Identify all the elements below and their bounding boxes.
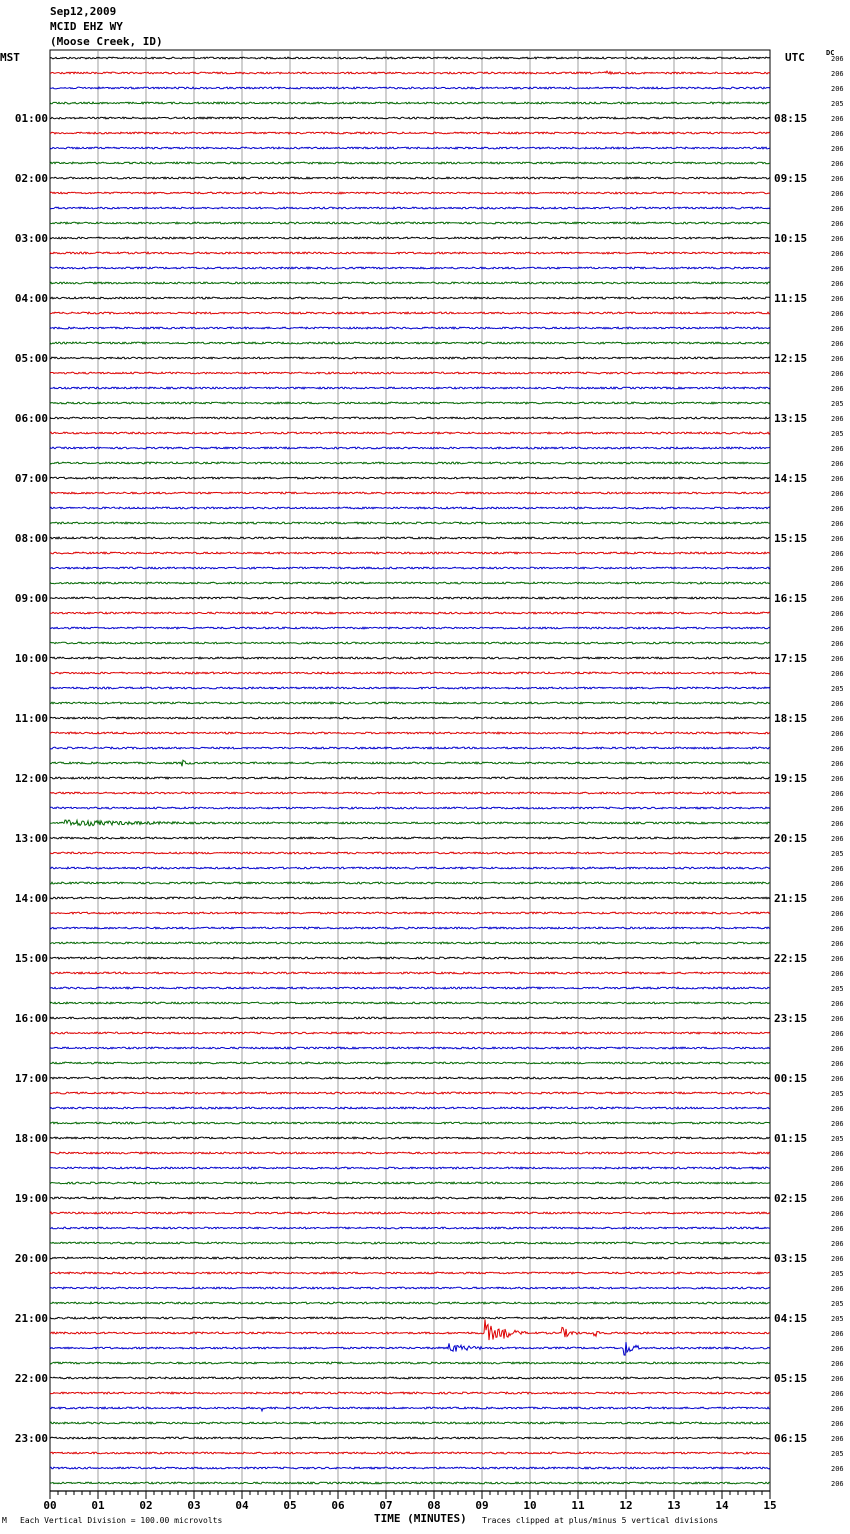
dc-offset-label: 206: [831, 1195, 844, 1203]
seismic-trace: [50, 657, 770, 659]
x-axis-title: TIME (MINUTES): [374, 1512, 467, 1525]
dc-offset-label: 205: [831, 1450, 844, 1458]
dc-offset-label: 206: [831, 1360, 844, 1368]
right-hour-label: 15:15: [774, 532, 808, 545]
left-hour-label: 09:00: [14, 592, 48, 605]
x-tick-label: 02: [139, 1499, 153, 1512]
seismic-trace: [50, 1107, 770, 1109]
x-tick-label: 05: [283, 1499, 297, 1512]
right-hour-label: 11:15: [774, 292, 808, 305]
dc-offset-label: 206: [831, 1075, 844, 1083]
seismic-trace: [50, 192, 770, 194]
dc-offset-label: 206: [831, 865, 844, 873]
seismic-trace: [50, 177, 770, 179]
right-hour-label: 09:15: [774, 172, 808, 185]
dc-offset-label: 206: [831, 565, 844, 573]
dc-offset-label: 206: [831, 895, 844, 903]
dc-offset-label: 206: [831, 1240, 844, 1248]
dc-offset-label: 206: [831, 1000, 844, 1008]
dc-offset-label: 206: [831, 925, 844, 933]
dc-offset-label: 206: [831, 190, 844, 198]
dc-offset-label: 206: [831, 730, 844, 738]
right-hour-label: 18:15: [774, 712, 808, 725]
dc-offset-label: 206: [831, 775, 844, 783]
dc-offset-label: 206: [831, 715, 844, 723]
left-hour-label: 10:00: [14, 652, 48, 665]
dc-offset-label: 206: [831, 1375, 844, 1383]
dc-offset-label: 206: [831, 175, 844, 183]
label-layer: [15, 55, 844, 1512]
dc-offset-label: 206: [831, 280, 844, 288]
seismic-trace: [50, 852, 770, 854]
seismic-trace: [50, 327, 770, 329]
left-hour-label: 20:00: [14, 1252, 48, 1265]
left-hour-label: 04:00: [14, 292, 48, 305]
seismic-trace: [50, 1152, 770, 1154]
right-hour-label: 03:15: [774, 1252, 808, 1265]
left-hour-label: 07:00: [14, 472, 48, 485]
right-hour-label: 02:15: [774, 1192, 808, 1205]
left-hour-label: 13:00: [14, 832, 48, 845]
dc-offset-label: 205: [831, 400, 844, 408]
right-timezone-label: UTC: [785, 51, 805, 64]
dc-offset-label: 205: [831, 1135, 844, 1143]
dc-offset-label: 205: [831, 430, 844, 438]
dc-offset-label: 206: [831, 1480, 844, 1488]
seismic-trace: [50, 1137, 770, 1139]
dc-offset-label: 206: [831, 1165, 844, 1173]
seismic-trace: [50, 597, 770, 599]
dc-offset-label: 206: [831, 760, 844, 768]
x-tick-label: 03: [187, 1499, 201, 1512]
dc-offset-label: 206: [831, 640, 844, 648]
location-label: (Moose Creek, ID): [50, 35, 163, 48]
seismic-trace: [50, 642, 770, 644]
seismic-trace: [50, 1032, 770, 1034]
dc-offset-label: 206: [831, 415, 844, 423]
right-hour-label: 05:15: [774, 1372, 808, 1385]
seismic-trace: [50, 1077, 770, 1079]
dc-offset-label: 206: [831, 235, 844, 243]
left-hour-label: 22:00: [14, 1372, 48, 1385]
seismic-trace: [50, 1047, 770, 1049]
dc-offset-label: 206: [831, 325, 844, 333]
dc-offset-label: 206: [831, 145, 844, 153]
dc-offset-label: 206: [831, 820, 844, 828]
seismic-trace: [50, 582, 770, 584]
seismic-trace: [50, 1197, 770, 1199]
seismic-trace: [50, 987, 770, 989]
seismic-trace: [50, 717, 770, 719]
plot-frame: [50, 50, 770, 1491]
x-tick-label: 11: [571, 1499, 585, 1512]
dc-offset-label: 206: [831, 625, 844, 633]
x-tick-label: 13: [667, 1499, 681, 1512]
dc-offset-label: 206: [831, 370, 844, 378]
left-hour-label: 19:00: [14, 1192, 48, 1205]
dc-offset-label: 206: [831, 670, 844, 678]
dc-offset-label: 206: [831, 1255, 844, 1263]
right-hour-label: 13:15: [774, 412, 808, 425]
seismic-trace: [50, 1422, 770, 1424]
dc-offset-label: 206: [831, 1210, 844, 1218]
seismic-trace: [50, 882, 770, 884]
dc-offset-label: 206: [831, 580, 844, 588]
seismic-trace: [50, 627, 770, 629]
right-hour-label: 06:15: [774, 1432, 808, 1445]
seismic-trace: [50, 357, 770, 359]
seismic-trace: [50, 1392, 770, 1394]
left-hour-label: 03:00: [14, 232, 48, 245]
seismic-trace: [50, 1362, 770, 1364]
seismic-trace: [50, 222, 770, 224]
seismic-trace: [50, 807, 770, 809]
trace-layer: [50, 57, 770, 1484]
left-hour-label: 17:00: [14, 1072, 48, 1085]
scale-note: Each Vertical Division = 100.00 microvolts: [20, 1516, 223, 1525]
left-hour-label: 05:00: [14, 352, 48, 365]
x-tick-label: 12: [619, 1499, 633, 1512]
seismic-trace: [50, 567, 770, 569]
seismic-trace: [50, 1302, 770, 1304]
left-hour-label: 21:00: [14, 1312, 48, 1325]
seismic-trace: [50, 837, 770, 839]
seismic-trace: [50, 282, 770, 284]
left-timezone-label: MST: [0, 51, 20, 64]
dc-offset-label: 206: [831, 550, 844, 558]
seismic-trace: [50, 942, 770, 944]
left-hour-label: 01:00: [14, 112, 48, 125]
seismic-trace: [50, 792, 770, 794]
dc-offset-label: 206: [831, 520, 844, 528]
seismic-trace: [50, 1319, 770, 1340]
dc-offset-label: 206: [831, 745, 844, 753]
x-tick-label: 08: [427, 1499, 441, 1512]
seismic-trace: [50, 207, 770, 209]
dc-offset-label: 206: [831, 1060, 844, 1068]
seismic-trace: [50, 1182, 770, 1184]
right-hour-label: 10:15: [774, 232, 808, 245]
dc-offset-label: 206: [831, 475, 844, 483]
seismic-trace: [50, 1317, 770, 1319]
dc-offset-label: 205: [831, 985, 844, 993]
dc-offset-label: 206: [831, 265, 844, 273]
seismic-trace: [50, 267, 770, 269]
left-hour-label: 23:00: [14, 1432, 48, 1445]
dc-offset-label: 205: [831, 1300, 844, 1308]
seismic-trace: [50, 57, 770, 59]
right-hour-label: 16:15: [774, 592, 808, 605]
dc-offset-label: 206: [831, 385, 844, 393]
left-hour-label: 18:00: [14, 1132, 48, 1145]
x-tick-label: 00: [43, 1499, 57, 1512]
dc-offset-label: 206: [831, 160, 844, 168]
dc-offset-label: 206: [831, 970, 844, 978]
dc-offset-label: 206: [831, 1465, 844, 1473]
seismic-trace: [50, 972, 770, 974]
date-label: Sep12,2009: [50, 5, 117, 18]
seismic-trace: [50, 1272, 770, 1274]
dc-offset-label: 206: [831, 55, 844, 63]
seismic-trace: [50, 612, 770, 614]
dc-offset-label: 206: [831, 1150, 844, 1158]
seismic-trace: [50, 342, 770, 344]
x-tick-label: 04: [235, 1499, 249, 1512]
seismic-trace: [50, 1342, 770, 1355]
dc-offset-label: 206: [831, 130, 844, 138]
seismic-trace: [50, 1017, 770, 1019]
dc-offset-label: 206: [831, 940, 844, 948]
right-hour-label: 22:15: [774, 952, 808, 965]
seismic-trace: [50, 1122, 770, 1124]
dc-offset-label: 206: [831, 85, 844, 93]
dc-offset-label: 206: [831, 1435, 844, 1443]
seismic-trace: [50, 1167, 770, 1169]
dc-offset-label: 206: [831, 700, 844, 708]
right-hour-label: 04:15: [774, 1312, 808, 1325]
dc-offset-label: 206: [831, 250, 844, 258]
dc-offset-label: 205: [831, 1270, 844, 1278]
seismic-trace: [50, 672, 770, 674]
seismic-trace: [50, 417, 770, 419]
dc-offset-label: 206: [831, 1330, 844, 1338]
seismic-trace: [50, 1287, 770, 1289]
right-hour-label: 17:15: [774, 652, 808, 665]
seismic-trace: [50, 147, 770, 149]
right-hour-label: 00:15: [774, 1072, 808, 1085]
left-hour-label: 02:00: [14, 172, 48, 185]
right-hour-label: 23:15: [774, 1012, 808, 1025]
seismic-trace: [50, 312, 770, 314]
seismic-trace: [50, 760, 770, 766]
right-hour-label: 08:15: [774, 112, 808, 125]
seismic-trace: [50, 492, 770, 494]
seismic-trace: [50, 1437, 770, 1439]
dc-offset-label: 206: [831, 115, 844, 123]
dc-offset-label: 205: [831, 850, 844, 858]
dc-offset-label: 206: [831, 1120, 844, 1128]
dc-offset-label: 206: [831, 295, 844, 303]
seismic-trace: [50, 1242, 770, 1244]
dc-offset-label: 206: [831, 1345, 844, 1353]
seismic-trace: [50, 87, 770, 89]
seismic-trace: [50, 1092, 770, 1094]
seismic-trace: [50, 132, 770, 134]
right-hour-label: 12:15: [774, 352, 808, 365]
seismic-trace: [50, 867, 770, 869]
seismic-trace: [50, 477, 770, 479]
grid-layer: [50, 50, 770, 1499]
station-label: MCID EHZ WY: [50, 20, 123, 33]
dc-offset-label: 206: [831, 910, 844, 918]
seismic-trace: [50, 1227, 770, 1229]
right-hour-label: 20:15: [774, 832, 808, 845]
seismic-trace: [50, 897, 770, 899]
left-hour-label: 15:00: [14, 952, 48, 965]
seismic-trace: [50, 1407, 770, 1411]
dc-offset-label: 206: [831, 595, 844, 603]
seismic-trace: [50, 732, 770, 734]
dc-offset-label: 206: [831, 1045, 844, 1053]
seismic-trace: [50, 777, 770, 779]
clip-note: Traces clipped at plus/minus 5 vertical divisions: [482, 1516, 719, 1525]
seismic-trace: [50, 1377, 770, 1379]
dc-header-label: DC: [826, 49, 835, 57]
dc-offset-label: 206: [831, 1030, 844, 1038]
seismic-trace: [50, 1452, 770, 1454]
right-hour-label: 14:15: [774, 472, 808, 485]
seismic-trace: [50, 1467, 770, 1469]
dc-offset-label: 206: [831, 655, 844, 663]
dc-offset-label: 206: [831, 505, 844, 513]
dc-offset-label: 205: [831, 100, 844, 108]
dc-offset-label: 206: [831, 205, 844, 213]
seismic-trace: [50, 1062, 770, 1064]
dc-offset-label: 206: [831, 445, 844, 453]
seismic-trace: [50, 447, 770, 449]
footer-mark: M: [2, 1516, 7, 1525]
left-hour-label: 16:00: [14, 1012, 48, 1025]
x-tick-label: 07: [379, 1499, 393, 1512]
dc-offset-label: 206: [831, 1105, 844, 1113]
right-hour-label: 01:15: [774, 1132, 808, 1145]
seismic-trace: [50, 297, 770, 299]
dc-offset-label: 206: [831, 310, 844, 318]
dc-offset-label: 206: [831, 610, 844, 618]
seismic-trace: [50, 237, 770, 239]
seismic-trace: [50, 402, 770, 404]
seismic-trace: [50, 957, 770, 959]
left-hour-label: 08:00: [14, 532, 48, 545]
left-hour-label: 12:00: [14, 772, 48, 785]
x-tick-label: 01: [91, 1499, 105, 1512]
dc-offset-label: 206: [831, 535, 844, 543]
dc-offset-label: 206: [831, 490, 844, 498]
dc-offset-label: 205: [831, 1090, 844, 1098]
seismic-trace: [50, 117, 770, 119]
dc-offset-label: 205: [831, 1315, 844, 1323]
seismic-trace: [50, 162, 770, 164]
x-tick-label: 14: [715, 1499, 729, 1512]
dc-offset-label: 206: [831, 1225, 844, 1233]
dc-offset-label: 206: [831, 1285, 844, 1293]
right-hour-label: 21:15: [774, 892, 808, 905]
seismic-trace: [50, 552, 770, 554]
seismic-trace: [50, 1002, 770, 1004]
seismic-trace: [50, 1482, 770, 1484]
dc-offset-label: 206: [831, 1420, 844, 1428]
dc-offset-label: 206: [831, 805, 844, 813]
left-hour-label: 14:00: [14, 892, 48, 905]
dc-offset-label: 206: [831, 1390, 844, 1398]
dc-offset-label: 206: [831, 790, 844, 798]
right-hour-label: 19:15: [774, 772, 808, 785]
seismic-trace: [50, 927, 770, 929]
left-hour-label: 11:00: [14, 712, 48, 725]
dc-offset-label: 206: [831, 460, 844, 468]
dc-offset-label: 206: [831, 340, 844, 348]
seismic-trace: [50, 252, 770, 254]
dc-offset-label: 206: [831, 1015, 844, 1023]
x-tick-label: 15: [763, 1499, 777, 1512]
dc-offset-label: 206: [831, 835, 844, 843]
seismic-trace: [50, 432, 770, 434]
dc-offset-label: 206: [831, 220, 844, 228]
seismic-trace: [50, 820, 770, 826]
x-tick-label: 10: [523, 1499, 537, 1512]
dc-offset-label: 206: [831, 1405, 844, 1413]
seismic-trace: [50, 507, 770, 509]
dc-offset-label: 206: [831, 1180, 844, 1188]
seismic-trace: [50, 71, 770, 74]
seismic-trace: [50, 687, 770, 689]
seismic-trace: [50, 462, 770, 464]
dc-offset-label: 206: [831, 880, 844, 888]
seismic-trace: [50, 372, 770, 374]
dc-offset-label: 205: [831, 685, 844, 693]
seismic-trace: [50, 522, 770, 524]
dc-offset-label: 206: [831, 955, 844, 963]
dc-offset-label: 206: [831, 355, 844, 363]
x-tick-label: 06: [331, 1499, 345, 1512]
dc-offset-label: 206: [831, 70, 844, 78]
seismic-trace: [50, 387, 770, 389]
left-hour-label: 06:00: [14, 412, 48, 425]
seismic-trace: [50, 702, 770, 704]
seismic-trace: [50, 747, 770, 749]
seismic-trace: [50, 1212, 770, 1214]
seismic-trace: [50, 537, 770, 539]
seismic-trace: [50, 912, 770, 914]
seismic-trace: [50, 1257, 770, 1259]
x-tick-label: 09: [475, 1499, 489, 1512]
seismic-trace: [50, 102, 770, 104]
